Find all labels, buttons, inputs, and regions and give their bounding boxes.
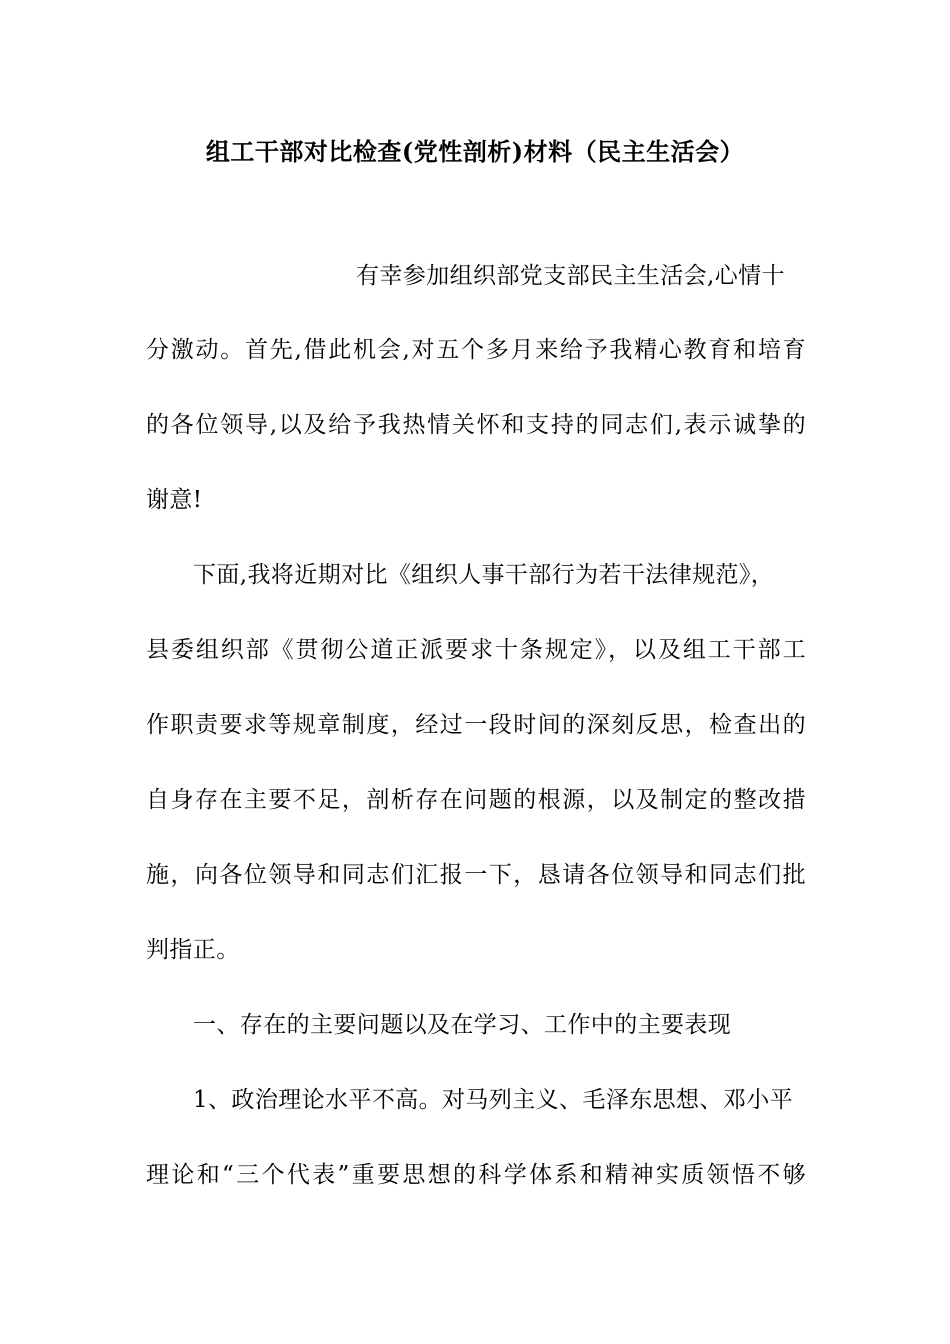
paragraph-line-4: 谢意!: [146, 487, 203, 513]
paragraph-line-1: 有幸参加组织部党支部民主生活会,心情十: [356, 263, 785, 289]
paragraph-line-7: 作职责要求等规章制度，经过一段时间的深刻反思，检查出的: [146, 712, 806, 738]
paragraph-line-13: 理论和“三个代表”重要思想的科学体系和精神实质领悟不够: [146, 1162, 806, 1188]
paragraph-line-6: 县委组织部《贯彻公道正派要求十条规定》，以及组工干部工: [146, 637, 806, 663]
paragraph-line-12: 1、政治理论水平不高。对马列主义、毛泽东思想、邓小平: [193, 1087, 794, 1113]
paragraph-line-3: 的各位领导,以及给予我热情关怀和支持的同志们,表示诚挚的: [146, 412, 806, 438]
section-heading: 一、存在的主要问题以及在学习、工作中的主要表现: [193, 1012, 732, 1038]
paragraph-line-2: 分激动。首先,借此机会,对五个多月来给予我精心教育和培育: [146, 337, 806, 363]
paragraph-line-5: 下面,我将近期对比《组织人事干部行为若干法律规范》，: [193, 562, 775, 588]
paragraph-line-9: 施，向各位领导和同志们汇报一下，恳请各位领导和同志们批: [146, 862, 806, 888]
paragraph-line-8: 自身存在主要不足，剖析存在问题的根源，以及制定的整改措: [146, 787, 806, 813]
paragraph-line-10: 判指正。: [146, 937, 240, 963]
document-title: 组工干部对比检查(党性剖析)材料（民主生活会）: [205, 137, 745, 166]
